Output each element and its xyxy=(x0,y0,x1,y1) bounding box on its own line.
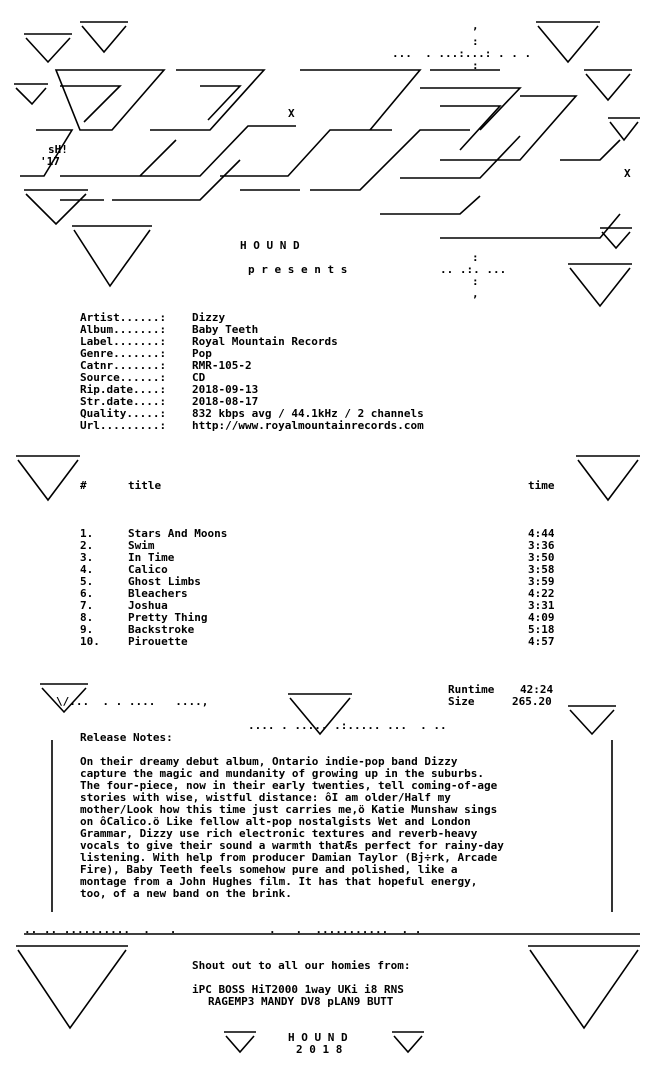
track-time: 4:44 xyxy=(528,527,555,540)
track-title: Calico xyxy=(128,563,168,576)
track-time: 4:57 xyxy=(528,635,555,648)
track-time: 3:36 xyxy=(528,539,555,552)
ascii-dots: , xyxy=(472,19,479,32)
info-key: Artist......: xyxy=(80,311,167,324)
triangle-ornament-tracklist xyxy=(16,456,640,500)
track-time: 3:58 xyxy=(528,563,555,576)
track-title: Ghost Limbs xyxy=(128,575,201,588)
track-number: 2. xyxy=(80,539,94,552)
column-time: time xyxy=(528,479,555,492)
info-value: 2018-08-17 xyxy=(192,395,259,408)
track-title: Joshua xyxy=(128,599,168,612)
ascii-dots: .. .:. ... xyxy=(440,263,507,276)
shoutout-heading: Shout out to all our homies from: xyxy=(192,959,411,972)
tag-year: '17 xyxy=(40,155,60,168)
notes-line: mother/Look how this time just carries me,ö Katie Munshaw sings xyxy=(80,803,498,816)
footer-year: 2 0 1 8 xyxy=(296,1043,343,1056)
info-value: Baby Teeth xyxy=(192,323,259,336)
notes-line: on ôCalico.ö Like fellow alt-pop nostalgists Wet and London xyxy=(80,815,471,828)
track-time: 4:22 xyxy=(528,587,555,600)
notes-line: vocals to give their sound a warmth thatÆs perfect for rainy-day xyxy=(80,839,504,852)
track-time: 3:31 xyxy=(528,599,555,612)
ascii-dots: ... . ...:...: . . . xyxy=(392,47,532,60)
column-title: title xyxy=(128,479,162,492)
track-title: In Time xyxy=(128,551,175,564)
hound-logo-lines xyxy=(20,70,620,238)
column-number: # xyxy=(80,479,87,492)
presents-label: p r e s e n t s xyxy=(248,263,348,276)
tag-signature: sH! xyxy=(48,143,68,156)
ascii-dots: : xyxy=(472,251,479,264)
info-key: Source......: xyxy=(80,371,167,384)
info-value: CD xyxy=(192,371,206,384)
ascii-dots: .... . ..... .:..... ... . .. xyxy=(248,719,447,732)
track-title: Pirouette xyxy=(128,635,188,648)
info-key: Label.......: xyxy=(80,335,167,348)
track-number: 3. xyxy=(80,551,94,564)
info-value: Royal Mountain Records xyxy=(192,335,338,348)
track-number: 5. xyxy=(80,575,94,588)
info-key: Catnr.......: xyxy=(80,359,167,372)
runtime-value: 42:24 xyxy=(520,683,554,696)
track-title: Pretty Thing xyxy=(128,611,208,624)
info-key: Str.date....: xyxy=(80,395,167,408)
notes-line: montage from a John Hughes film. It has that hopeful energy, xyxy=(80,875,478,888)
size-value: 265.20 xyxy=(512,695,552,708)
info-value: Dizzy xyxy=(192,311,226,324)
info-value: 2018-09-13 xyxy=(192,383,259,396)
track-time: 3:59 xyxy=(528,575,555,588)
info-key: Quality.....: xyxy=(80,407,167,420)
info-key: Rip.date....: xyxy=(80,383,167,396)
info-value-link[interactable]: http://www.royalmountainrecords.com xyxy=(192,419,424,432)
track-title: Stars And Moons xyxy=(128,527,228,540)
tracklist-header xyxy=(80,480,560,492)
track-time: 4:09 xyxy=(528,611,555,624)
notes-line: too, of a new band on the brink. xyxy=(80,887,292,900)
track-number: 8. xyxy=(80,611,94,624)
info-key: Genre.......: xyxy=(80,347,167,360)
track-time: 5:18 xyxy=(528,623,555,636)
release-notes-heading: Release Notes: xyxy=(80,731,173,744)
greet-groups-line-2: RAGEMP3 MANDY DV8 pLAN9 BUTT xyxy=(208,995,394,1008)
track-number: 9. xyxy=(80,623,94,636)
track-title: Swim xyxy=(128,539,155,552)
track-number: 4. xyxy=(80,563,94,576)
track-number: 6. xyxy=(80,587,94,600)
track-title: Backstroke xyxy=(128,623,195,636)
ascii-dots: : xyxy=(472,59,479,72)
ascii-dots: : xyxy=(472,275,479,288)
track-number: 1. xyxy=(80,527,94,540)
notes-line: Grammar, Dizzy use rich electronic textures and reverb-heavy xyxy=(80,827,478,840)
track-number: 10. xyxy=(80,635,100,648)
ascii-x-mark: X xyxy=(624,167,631,180)
size-label: Size xyxy=(448,695,475,708)
notes-line: Fire), Baby Teeth feels somehow pure and polished, like a xyxy=(80,863,458,876)
ascii-x-mark: X xyxy=(288,107,295,120)
notes-line: The four-piece, now in their early twenties, tell coming-of-age xyxy=(80,779,498,792)
triangle-ornament-top-left xyxy=(14,22,128,104)
runtime-label: Runtime xyxy=(448,683,495,696)
info-key: Album.......: xyxy=(80,323,167,336)
footer-group-name: H O U N D xyxy=(288,1031,348,1044)
info-key: Url.........: xyxy=(80,419,167,432)
ascii-dots: .. .. .......... . . . . ........... . . xyxy=(24,923,422,936)
track-title: Bleachers xyxy=(128,587,188,600)
notes-line: listening. With help from producer Damian Taylor (Bj÷rk, Arcade xyxy=(80,851,498,864)
group-name: H O U N D xyxy=(240,239,300,252)
track-number: 7. xyxy=(80,599,94,612)
triangle-ornament-left xyxy=(24,190,152,286)
triangle-ornament-top-right xyxy=(536,22,640,248)
info-value: 832 kbps avg / 44.1kHz / 2 channels xyxy=(192,407,424,420)
ascii-dots: \/... . . .... ...., xyxy=(56,695,209,708)
info-value: RMR-105-2 xyxy=(192,359,252,372)
notes-line: On their dreamy debut album, Ontario indie-pop band Dizzy xyxy=(80,755,458,768)
triangle-ornament-right-presents xyxy=(568,264,632,306)
track-time: 3:50 xyxy=(528,551,555,564)
ascii-dots: : xyxy=(472,35,479,48)
notes-line: stories with wise, wistful distance: ôI am older/Half my xyxy=(80,791,451,804)
info-value: Pop xyxy=(192,347,212,360)
info-row-url xyxy=(80,420,424,432)
track-row xyxy=(80,636,560,648)
greet-groups-line-1: iPC BOSS HiT2000 1way UKi i8 RNS xyxy=(192,983,404,996)
ascii-dots: , xyxy=(472,287,479,300)
notes-line: capture the magic and mundanity of growing up in the suburbs. xyxy=(80,767,484,780)
